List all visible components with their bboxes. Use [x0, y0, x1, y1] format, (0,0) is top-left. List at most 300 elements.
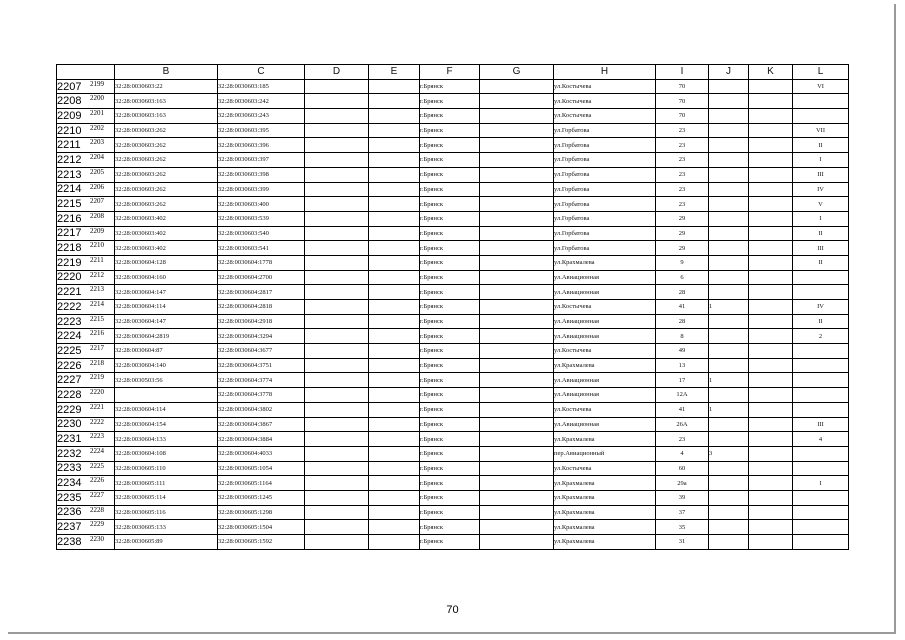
column-header-c[interactable]: C — [218, 65, 305, 80]
cell-b[interactable]: 32:28:0030603:262 — [115, 167, 218, 182]
cell-j[interactable] — [709, 358, 749, 373]
cell-i[interactable]: 39 — [656, 490, 709, 505]
cell-b[interactable]: 32:28:0030605:114 — [115, 490, 218, 505]
cell-e[interactable] — [369, 446, 420, 461]
cell-i[interactable]: 23 — [656, 167, 709, 182]
cell-d[interactable] — [305, 167, 369, 182]
cell-l[interactable]: III — [793, 241, 849, 256]
row-number-cell[interactable] — [57, 285, 115, 300]
cell-h[interactable]: ул.Крахмалева — [554, 255, 656, 270]
cell-b[interactable]: 32:28:0030604:114 — [115, 402, 218, 417]
cell-e[interactable] — [369, 461, 420, 476]
cell-l[interactable]: III — [793, 167, 849, 182]
cell-d[interactable] — [305, 505, 369, 520]
cell-g[interactable] — [480, 490, 554, 505]
cell-g[interactable] — [480, 329, 554, 344]
cell-b[interactable]: 32:28:0030605:110 — [115, 461, 218, 476]
cell-l[interactable]: 4 — [793, 432, 849, 447]
row-number-cell[interactable] — [57, 255, 115, 270]
cell-f[interactable]: г.Брянск — [420, 167, 480, 182]
cell-b[interactable]: 32:28:0030603:262 — [115, 182, 218, 197]
cell-e[interactable] — [369, 109, 420, 124]
cell-i[interactable]: 31 — [656, 535, 709, 550]
cell-j[interactable] — [709, 388, 749, 403]
cell-i[interactable]: 12А — [656, 388, 709, 403]
cell-l[interactable] — [793, 388, 849, 403]
cell-l[interactable]: IV — [793, 300, 849, 315]
cell-g[interactable] — [480, 314, 554, 329]
cell-k[interactable] — [749, 123, 793, 138]
column-header-f[interactable]: F — [420, 65, 480, 80]
cell-k[interactable] — [749, 417, 793, 432]
cell-e[interactable] — [369, 241, 420, 256]
cell-k[interactable] — [749, 505, 793, 520]
cell-i[interactable]: 35 — [656, 520, 709, 535]
cell-g[interactable] — [480, 358, 554, 373]
cell-j[interactable] — [709, 109, 749, 124]
cell-k[interactable] — [749, 388, 793, 403]
cell-b[interactable]: 32:28:0030503:56 — [115, 373, 218, 388]
cell-k[interactable] — [749, 373, 793, 388]
cell-e[interactable] — [369, 417, 420, 432]
cell-l[interactable] — [793, 373, 849, 388]
cell-l[interactable] — [793, 490, 849, 505]
cell-i[interactable]: 41 — [656, 300, 709, 315]
cell-d[interactable] — [305, 241, 369, 256]
cell-g[interactable] — [480, 300, 554, 315]
cell-f[interactable]: г.Брянск — [420, 285, 480, 300]
cell-d[interactable] — [305, 417, 369, 432]
cell-h[interactable]: ул.Костычева — [554, 344, 656, 359]
cell-c[interactable]: 32:28:0030604:3867 — [218, 417, 305, 432]
cell-j[interactable] — [709, 255, 749, 270]
cell-k[interactable] — [749, 476, 793, 491]
cell-g[interactable] — [480, 417, 554, 432]
cell-f[interactable]: г.Брянск — [420, 182, 480, 197]
cell-e[interactable] — [369, 388, 420, 403]
cell-c[interactable]: 32:28:0030605:1054 — [218, 461, 305, 476]
cell-g[interactable] — [480, 344, 554, 359]
cell-c[interactable]: 32:28:0030604:4033 — [218, 446, 305, 461]
cell-d[interactable] — [305, 226, 369, 241]
cell-k[interactable] — [749, 167, 793, 182]
cell-i[interactable]: 23 — [656, 182, 709, 197]
cell-h[interactable]: ул.Костычева — [554, 300, 656, 315]
cell-e[interactable] — [369, 211, 420, 226]
cell-j[interactable] — [709, 505, 749, 520]
cell-g[interactable] — [480, 79, 554, 94]
cell-l[interactable] — [793, 358, 849, 373]
cell-g[interactable] — [480, 94, 554, 109]
cell-g[interactable] — [480, 432, 554, 447]
cell-h[interactable]: ул.Костычева — [554, 461, 656, 476]
cell-k[interactable] — [749, 197, 793, 212]
cell-c[interactable]: 32:28:0030604:3774 — [218, 373, 305, 388]
cell-h[interactable]: ул.Горбатова — [554, 123, 656, 138]
cell-f[interactable]: г.Брянск — [420, 505, 480, 520]
cell-h[interactable]: ул.Костычева — [554, 109, 656, 124]
cell-f[interactable]: г.Брянск — [420, 520, 480, 535]
cell-j[interactable] — [709, 79, 749, 94]
cell-d[interactable] — [305, 300, 369, 315]
cell-d[interactable] — [305, 314, 369, 329]
cell-h[interactable]: ул.Крахмалева — [554, 432, 656, 447]
cell-j[interactable] — [709, 520, 749, 535]
cell-h[interactable]: ул.Крахмалева — [554, 520, 656, 535]
cell-e[interactable] — [369, 94, 420, 109]
cell-c[interactable]: 32:28:0030603:243 — [218, 109, 305, 124]
cell-f[interactable]: г.Брянск — [420, 123, 480, 138]
cell-e[interactable] — [369, 138, 420, 153]
cell-i[interactable]: 9 — [656, 255, 709, 270]
cell-b[interactable]: 32:28:0030604:147 — [115, 314, 218, 329]
column-header-j[interactable]: J — [709, 65, 749, 80]
row-number-cell[interactable] — [57, 109, 115, 124]
cell-k[interactable] — [749, 461, 793, 476]
cell-l[interactable]: 2 — [793, 329, 849, 344]
cell-i[interactable]: 6 — [656, 270, 709, 285]
cell-h[interactable]: ул.Горбатова — [554, 226, 656, 241]
row-number-cell[interactable] — [57, 358, 115, 373]
cell-f[interactable]: г.Брянск — [420, 226, 480, 241]
cell-k[interactable] — [749, 241, 793, 256]
cell-d[interactable] — [305, 358, 369, 373]
cell-i[interactable]: 13 — [656, 358, 709, 373]
cell-b[interactable]: 32:28:0030603:262 — [115, 123, 218, 138]
row-number-cell[interactable] — [57, 417, 115, 432]
cell-b[interactable]: 32:28:0030603:402 — [115, 226, 218, 241]
cell-e[interactable] — [369, 373, 420, 388]
cell-g[interactable] — [480, 197, 554, 212]
cell-l[interactable]: I — [793, 153, 849, 168]
cell-j[interactable] — [709, 329, 749, 344]
cell-c[interactable]: 32:28:0030604:3294 — [218, 329, 305, 344]
column-header-i[interactable]: I — [656, 65, 709, 80]
cell-f[interactable]: г.Брянск — [420, 446, 480, 461]
cell-d[interactable] — [305, 329, 369, 344]
cell-d[interactable] — [305, 520, 369, 535]
cell-h[interactable]: ул.Костычева — [554, 79, 656, 94]
cell-d[interactable] — [305, 285, 369, 300]
cell-g[interactable] — [480, 461, 554, 476]
row-number-cell[interactable] — [57, 79, 115, 94]
cell-f[interactable]: г.Брянск — [420, 388, 480, 403]
cell-c[interactable]: 32:28:0030603:396 — [218, 138, 305, 153]
cell-e[interactable] — [369, 255, 420, 270]
cell-k[interactable] — [749, 153, 793, 168]
cell-e[interactable] — [369, 167, 420, 182]
cell-b[interactable]: 32:28:0030604:128 — [115, 255, 218, 270]
row-number-cell[interactable] — [57, 138, 115, 153]
cell-g[interactable] — [480, 138, 554, 153]
cell-f[interactable]: г.Брянск — [420, 255, 480, 270]
cell-h[interactable]: ул.Крахмалева — [554, 535, 656, 550]
cell-l[interactable] — [793, 461, 849, 476]
row-number-cell[interactable] — [57, 490, 115, 505]
cell-h[interactable]: ул.Авиационная — [554, 314, 656, 329]
cell-h[interactable]: ул.Авиационная — [554, 373, 656, 388]
cell-l[interactable] — [793, 109, 849, 124]
cell-i[interactable]: 23 — [656, 123, 709, 138]
cell-b[interactable]: 32:28:0030604:147 — [115, 285, 218, 300]
cell-f[interactable]: г.Брянск — [420, 300, 480, 315]
cell-c[interactable]: 32:28:0030605:1298 — [218, 505, 305, 520]
cell-h[interactable]: ул.Костычева — [554, 94, 656, 109]
cell-c[interactable]: 32:28:0030604:3751 — [218, 358, 305, 373]
cell-b[interactable]: 32:28:0030603:402 — [115, 211, 218, 226]
cell-j[interactable] — [709, 211, 749, 226]
cell-i[interactable]: 28 — [656, 314, 709, 329]
cell-k[interactable] — [749, 432, 793, 447]
cell-h[interactable]: ул.Крахмалева — [554, 490, 656, 505]
cell-d[interactable] — [305, 153, 369, 168]
cell-i[interactable]: 23 — [656, 153, 709, 168]
cell-j[interactable] — [709, 94, 749, 109]
cell-b[interactable]: 32:28:0030604:140 — [115, 358, 218, 373]
cell-f[interactable]: г.Брянск — [420, 373, 480, 388]
cell-g[interactable] — [480, 211, 554, 226]
cell-c[interactable]: 32:28:0030603:540 — [218, 226, 305, 241]
cell-l[interactable] — [793, 270, 849, 285]
cell-g[interactable] — [480, 285, 554, 300]
cell-e[interactable] — [369, 79, 420, 94]
cell-j[interactable]: 1 — [709, 373, 749, 388]
cell-i[interactable]: 70 — [656, 79, 709, 94]
cell-j[interactable] — [709, 285, 749, 300]
cell-j[interactable]: 1 — [709, 300, 749, 315]
cell-e[interactable] — [369, 520, 420, 535]
cell-j[interactable] — [709, 314, 749, 329]
cell-i[interactable]: 29 — [656, 211, 709, 226]
cell-e[interactable] — [369, 490, 420, 505]
cell-i[interactable]: 29 — [656, 241, 709, 256]
cell-j[interactable]: 1 — [709, 402, 749, 417]
cell-k[interactable] — [749, 138, 793, 153]
cell-h[interactable]: ул.Авиационная — [554, 285, 656, 300]
cell-b[interactable]: 32:28:0030604:87 — [115, 344, 218, 359]
row-number-cell[interactable] — [57, 167, 115, 182]
row-number-cell[interactable] — [57, 476, 115, 491]
cell-c[interactable]: 32:28:0030603:539 — [218, 211, 305, 226]
cell-d[interactable] — [305, 535, 369, 550]
cell-d[interactable] — [305, 182, 369, 197]
cell-c[interactable]: 32:28:0030603:399 — [218, 182, 305, 197]
cell-l[interactable] — [793, 94, 849, 109]
cell-f[interactable]: г.Брянск — [420, 329, 480, 344]
cell-d[interactable] — [305, 344, 369, 359]
cell-e[interactable] — [369, 226, 420, 241]
cell-j[interactable] — [709, 432, 749, 447]
cell-c[interactable]: 32:28:0030603:242 — [218, 94, 305, 109]
cell-i[interactable]: 29 — [656, 226, 709, 241]
cell-l[interactable] — [793, 285, 849, 300]
cell-j[interactable] — [709, 197, 749, 212]
cell-d[interactable] — [305, 461, 369, 476]
cell-i[interactable]: 23 — [656, 197, 709, 212]
cell-f[interactable]: г.Брянск — [420, 79, 480, 94]
column-header-d[interactable]: D — [305, 65, 369, 80]
cell-j[interactable]: 3 — [709, 446, 749, 461]
cell-c[interactable]: 32:28:0030604:2818 — [218, 300, 305, 315]
cell-g[interactable] — [480, 109, 554, 124]
cell-g[interactable] — [480, 182, 554, 197]
cell-d[interactable] — [305, 197, 369, 212]
cell-k[interactable] — [749, 446, 793, 461]
cell-i[interactable]: 4 — [656, 446, 709, 461]
cell-l[interactable]: I — [793, 211, 849, 226]
cell-l[interactable]: IV — [793, 182, 849, 197]
cell-l[interactable]: II — [793, 314, 849, 329]
cell-i[interactable]: 60 — [656, 461, 709, 476]
cell-i[interactable]: 23 — [656, 432, 709, 447]
cell-j[interactable] — [709, 344, 749, 359]
cell-b[interactable]: 32:28:0030605:111 — [115, 476, 218, 491]
cell-f[interactable]: г.Брянск — [420, 314, 480, 329]
cell-c[interactable]: 32:28:0030603:397 — [218, 153, 305, 168]
cell-e[interactable] — [369, 344, 420, 359]
cell-h[interactable]: ул.Авиационная — [554, 388, 656, 403]
cell-h[interactable]: ул.Крахмалева — [554, 505, 656, 520]
cell-k[interactable] — [749, 535, 793, 550]
cell-h[interactable]: ул.Авиационная — [554, 417, 656, 432]
cell-g[interactable] — [480, 505, 554, 520]
cell-l[interactable]: V — [793, 197, 849, 212]
cell-e[interactable] — [369, 329, 420, 344]
row-number-cell[interactable] — [57, 300, 115, 315]
cell-h[interactable]: ул.Горбатова — [554, 153, 656, 168]
cell-k[interactable] — [749, 285, 793, 300]
cell-k[interactable] — [749, 300, 793, 315]
cell-b[interactable]: 32:28:0030604:154 — [115, 417, 218, 432]
cell-f[interactable]: г.Брянск — [420, 211, 480, 226]
cell-l[interactable]: I — [793, 476, 849, 491]
cell-l[interactable] — [793, 402, 849, 417]
row-number-cell[interactable] — [57, 123, 115, 138]
cell-i[interactable]: 17 — [656, 373, 709, 388]
cell-f[interactable]: г.Брянск — [420, 535, 480, 550]
cell-g[interactable] — [480, 373, 554, 388]
cell-e[interactable] — [369, 535, 420, 550]
cell-j[interactable] — [709, 270, 749, 285]
cell-d[interactable] — [305, 138, 369, 153]
cell-k[interactable] — [749, 211, 793, 226]
column-header-l[interactable]: L — [793, 65, 849, 80]
cell-d[interactable] — [305, 270, 369, 285]
cell-g[interactable] — [480, 476, 554, 491]
cell-c[interactable]: 32:28:0030604:1778 — [218, 255, 305, 270]
cell-h[interactable]: пер.Авиационный — [554, 446, 656, 461]
cell-c[interactable]: 32:28:0030603:398 — [218, 167, 305, 182]
cell-f[interactable]: г.Брянск — [420, 461, 480, 476]
cell-g[interactable] — [480, 270, 554, 285]
cell-b[interactable]: 32:28:0030604:133 — [115, 432, 218, 447]
cell-l[interactable]: VII — [793, 123, 849, 138]
cell-i[interactable]: 49 — [656, 344, 709, 359]
cell-e[interactable] — [369, 300, 420, 315]
cell-b[interactable]: 32:28:0030603:262 — [115, 153, 218, 168]
cell-e[interactable] — [369, 476, 420, 491]
cell-h[interactable]: ул.Горбатова — [554, 138, 656, 153]
cell-c[interactable]: 32:28:0030605:1164 — [218, 476, 305, 491]
cell-j[interactable] — [709, 182, 749, 197]
row-number-cell[interactable] — [57, 153, 115, 168]
cell-b[interactable]: 32:28:0030603:402 — [115, 241, 218, 256]
cell-c[interactable]: 32:28:0030603:185 — [218, 79, 305, 94]
cell-k[interactable] — [749, 79, 793, 94]
cell-k[interactable] — [749, 226, 793, 241]
cell-l[interactable]: VI — [793, 79, 849, 94]
cell-k[interactable] — [749, 255, 793, 270]
row-number-cell[interactable] — [57, 241, 115, 256]
cell-f[interactable]: г.Брянск — [420, 432, 480, 447]
cell-j[interactable] — [709, 123, 749, 138]
cell-d[interactable] — [305, 79, 369, 94]
cell-h[interactable]: ул.Горбатова — [554, 211, 656, 226]
cell-h[interactable]: ул.Авиационная — [554, 329, 656, 344]
cell-j[interactable] — [709, 417, 749, 432]
row-number-cell[interactable] — [57, 505, 115, 520]
cell-b[interactable]: 32:28:0030605:89 — [115, 535, 218, 550]
column-header-b[interactable]: B — [115, 65, 218, 80]
cell-c[interactable]: 32:28:0030604:2700 — [218, 270, 305, 285]
cell-d[interactable] — [305, 432, 369, 447]
cell-h[interactable]: ул.Горбатова — [554, 167, 656, 182]
cell-b[interactable]: 32:28:0030605:116 — [115, 505, 218, 520]
row-number-cell[interactable] — [57, 373, 115, 388]
column-header-e[interactable]: E — [369, 65, 420, 80]
cell-j[interactable] — [709, 241, 749, 256]
cell-c[interactable]: 32:28:0030604:3802 — [218, 402, 305, 417]
cell-j[interactable] — [709, 461, 749, 476]
cell-k[interactable] — [749, 314, 793, 329]
cell-k[interactable] — [749, 520, 793, 535]
cell-l[interactable] — [793, 505, 849, 520]
cell-l[interactable]: II — [793, 255, 849, 270]
cell-e[interactable] — [369, 432, 420, 447]
row-number-cell[interactable] — [57, 520, 115, 535]
cell-g[interactable] — [480, 153, 554, 168]
cell-b[interactable]: 32:28:0030603:22 — [115, 79, 218, 94]
row-number-cell[interactable] — [57, 329, 115, 344]
cell-b[interactable]: 32:28:0030603:163 — [115, 94, 218, 109]
cell-c[interactable]: 32:28:0030603:395 — [218, 123, 305, 138]
cell-g[interactable] — [480, 535, 554, 550]
cell-f[interactable]: г.Брянск — [420, 476, 480, 491]
cell-l[interactable]: II — [793, 138, 849, 153]
cell-j[interactable] — [709, 490, 749, 505]
row-number-cell[interactable] — [57, 270, 115, 285]
cell-b[interactable]: 32:28:0030604:2819 — [115, 329, 218, 344]
cell-j[interactable] — [709, 226, 749, 241]
cell-e[interactable] — [369, 123, 420, 138]
cell-h[interactable]: ул.Горбатова — [554, 197, 656, 212]
cell-e[interactable] — [369, 270, 420, 285]
row-number-cell[interactable] — [57, 535, 115, 550]
cell-k[interactable] — [749, 109, 793, 124]
row-number-cell[interactable] — [57, 182, 115, 197]
cell-g[interactable] — [480, 226, 554, 241]
cell-g[interactable] — [480, 255, 554, 270]
cell-d[interactable] — [305, 446, 369, 461]
cell-j[interactable] — [709, 476, 749, 491]
cell-f[interactable]: г.Брянск — [420, 270, 480, 285]
cell-c[interactable]: 32:28:0030604:2817 — [218, 285, 305, 300]
cell-f[interactable]: г.Брянск — [420, 94, 480, 109]
cell-d[interactable] — [305, 94, 369, 109]
cell-g[interactable] — [480, 446, 554, 461]
cell-g[interactable] — [480, 520, 554, 535]
cell-b[interactable] — [115, 388, 218, 403]
